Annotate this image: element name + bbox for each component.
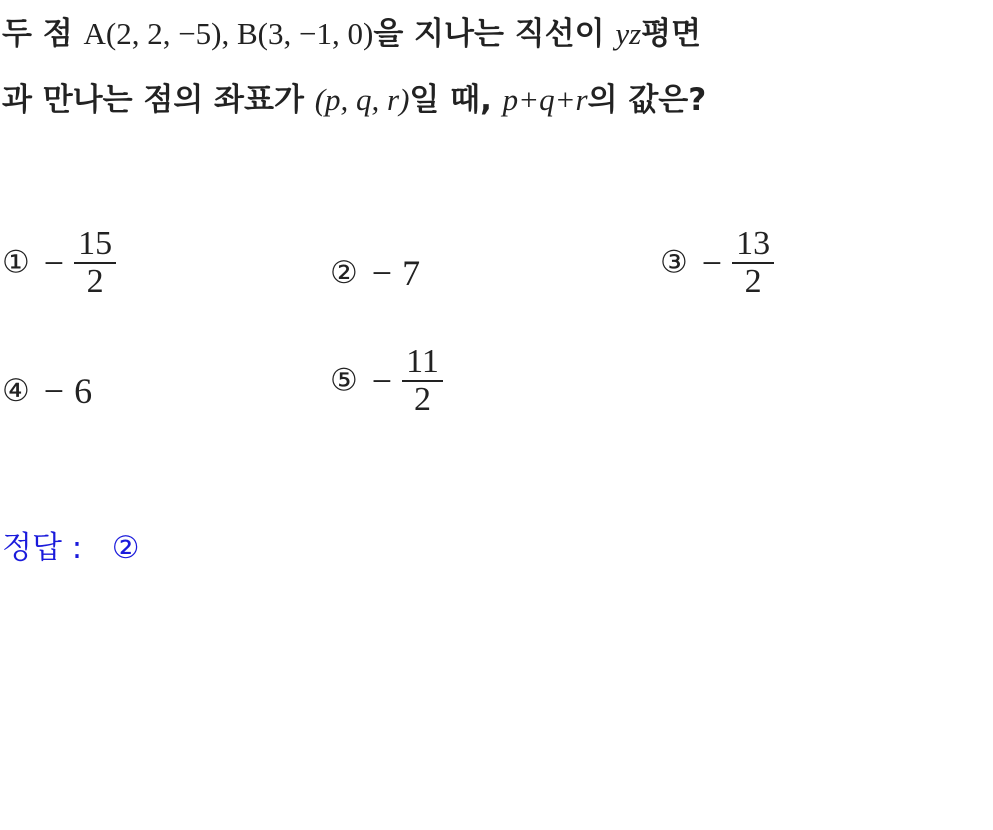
choice-number: ① xyxy=(2,244,30,281)
choice-number: ③ xyxy=(660,244,688,281)
fraction xyxy=(732,226,774,299)
plane-name: yz xyxy=(615,16,642,51)
minus-sign: − xyxy=(371,253,393,294)
denominator: 2 xyxy=(86,262,104,300)
answer-value: ② xyxy=(111,530,140,566)
choice-3[interactable] xyxy=(660,226,774,299)
question-text: 두 점 xyxy=(2,16,84,52)
choice-number: ② xyxy=(330,255,358,292)
sum-expression: p+q+r xyxy=(502,82,588,117)
choice-1[interactable] xyxy=(2,226,116,299)
question-text: 일 때, xyxy=(409,82,503,118)
question-line-1 xyxy=(2,8,701,53)
minus-sign: − xyxy=(701,242,723,283)
fraction xyxy=(402,344,443,417)
denominator: 2 xyxy=(744,262,762,300)
choice-number: ④ xyxy=(2,373,30,410)
choice-2[interactable] xyxy=(330,252,420,294)
minus-sign: − xyxy=(371,360,393,401)
denominator: 2 xyxy=(413,380,431,418)
numerator: 15 xyxy=(74,226,116,264)
question-text: 과 만나는 점의 좌표가 xyxy=(2,82,315,118)
answer-label: 정답 : xyxy=(2,530,83,566)
question-line-2 xyxy=(2,74,706,119)
point-coordinates: A(2, 2, −5), B(3, −1, 0) xyxy=(83,16,374,51)
choice-number: ⑤ xyxy=(330,362,358,399)
minus-sign: − xyxy=(43,371,65,412)
choice-value: 6 xyxy=(74,371,93,412)
minus-sign: − xyxy=(43,242,65,283)
question-text: 평면 xyxy=(641,16,702,52)
choice-value: 7 xyxy=(402,253,421,294)
choice-4[interactable] xyxy=(2,370,92,412)
question-text: 의 값은? xyxy=(587,82,707,118)
choice-5[interactable] xyxy=(330,344,443,417)
numerator: 11 xyxy=(402,344,443,382)
answer-line xyxy=(2,522,140,567)
numerator: 13 xyxy=(732,226,774,264)
intersection-coordinates: (p, q, r) xyxy=(314,82,410,117)
fraction xyxy=(74,226,116,299)
question-text: 을 지나는 직선이 xyxy=(373,16,616,52)
